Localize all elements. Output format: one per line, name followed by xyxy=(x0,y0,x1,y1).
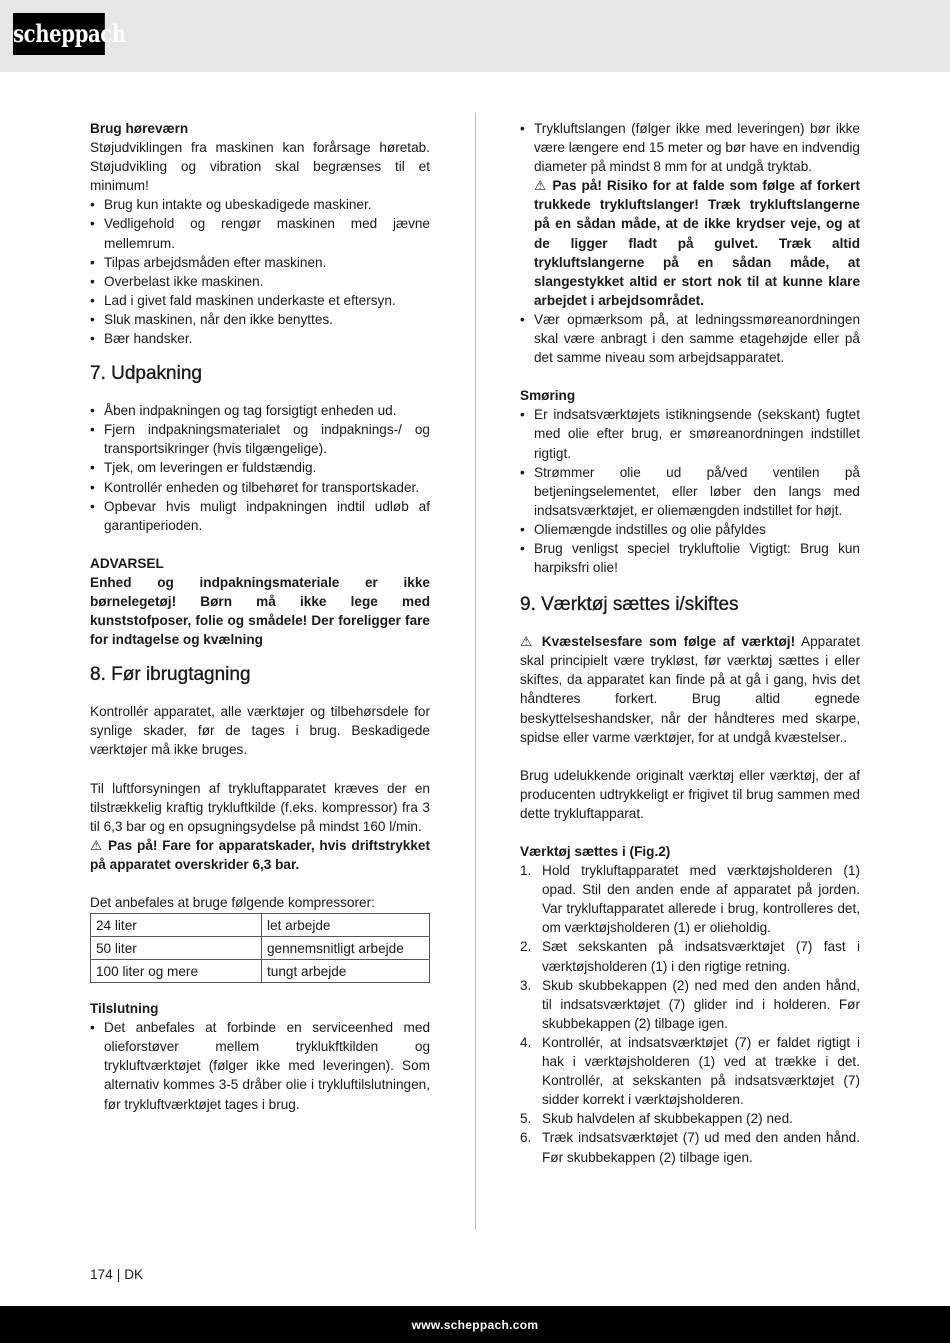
section-8-heading: 8. Før ibrugtagning xyxy=(90,664,251,686)
website-link[interactable]: www.scheppach.com xyxy=(411,1318,539,1332)
lubrication-list xyxy=(520,405,860,577)
section-9-heading: 9. Værktøj sættes i/skiftes xyxy=(520,594,739,616)
right-column xyxy=(520,119,860,1167)
step-number: 2. xyxy=(520,939,532,955)
list-item: • Bær handsker. xyxy=(90,329,430,348)
warning-text: Enhed og indpakningsmateriale er ikke børnelegetøj! Børn må ikke lege med kunststofposer, folie og smådele! Der foreligger fare for indtagelse og kvælning xyxy=(90,574,430,648)
lubrication-heading: Smøring xyxy=(520,388,576,404)
insert-tool-steps xyxy=(520,861,860,1167)
list-item: • Lad i givet fald maskinen underkaste et eftersyn. xyxy=(90,291,430,310)
table-row xyxy=(91,914,430,937)
list-item xyxy=(520,976,860,1033)
list-item: • Vær opmærksom på, at ledningssmøreanordningen skal være anbragt i den samme etagehøjde eller på det samme niveau som arbejdsapparatet. xyxy=(520,310,860,367)
list-item xyxy=(520,1033,860,1109)
list-item: • Sluk maskinen, når den ikke benyttes. xyxy=(90,310,430,329)
page-number-value: 174 xyxy=(90,1267,113,1282)
list-item: • Strømmer olie ud på/ved ventilen på betjeningselementet, eller løber den langs med indsatsværktøjet, er oliemængden indstillet for højt. xyxy=(520,463,860,520)
hose-warning: ⚠ Pas på! Risiko for at falde som følge af forkert trukkede trykluftslanger! Træk trykluftslangerne på en sådan måde, at de ikke krydser veje, og at de ligger fladt på gulvet. Træk altid trykluftslangerne på en sådan måde, at slangestykket altid er stort nok til at kunne klare arbejdet i arbejdsområdet. xyxy=(534,178,860,308)
unpacking-list xyxy=(90,401,430,535)
step-number: 4. xyxy=(520,1034,532,1050)
compressor-table xyxy=(90,913,430,983)
list-item: • Oliemængde indstilles og olie påfyldes xyxy=(520,520,860,539)
injury-warning-text: Apparatet skal principielt være trykløst, før værktøj sættes i eller skiftes, da apparatet kan finde på at gå i gang, hvis det håndteres forkert. Brug altid egnede beskyttelseshandsker, når der håndteres med skarpe, spidse eller varme værktøjer, for at undgå kvæstelser.. xyxy=(520,634,860,745)
left-column xyxy=(90,119,430,1114)
step-text: Sæt sekskanten på indsatsværktøjet (7) fast i værktøjsholderen (1) i den rigtige retning. xyxy=(542,939,860,974)
connection-list xyxy=(90,1018,430,1113)
table-cell: 50 liter xyxy=(91,937,262,960)
list-item: • Er indsatsværktøjets istikningsende (sekskant) fugtet med olie efter brug, er smøreanordningen indstillet rigtigt. xyxy=(520,405,860,462)
list-item xyxy=(520,119,860,310)
section-8-paragraph-1: Kontrollér apparatet, alle værktøjer og tilbehørsdele for synlige skader, før de tages i brug. Beskadigede værktøjer må ikke bruges. xyxy=(90,704,430,758)
list-item: • Overbelast ikke maskinen. xyxy=(90,272,430,291)
hose-text: Trykluftslangen (følger ikke med leveringen) bør ikke være længere end 15 meter og bør have en indvendig diameter på mindst 8 mm for at undgå tryktab. xyxy=(534,121,860,175)
list-item: • Vedligehold og rengør maskinen med jævne mellemrum. xyxy=(90,214,430,252)
list-item xyxy=(520,861,860,937)
header-band xyxy=(0,0,950,72)
section-9-paragraph-2: Brug udelukkende originalt værktøj eller værktøj, der af producenten udtrykkeligt er frigivet til brug sammen med dette trykluftapparat. xyxy=(520,767,860,821)
warning-heading: ADVARSEL xyxy=(90,555,164,571)
step-number: 3. xyxy=(520,977,532,993)
brand-logo: scheppach xyxy=(13,13,105,55)
section-8-paragraph-2: Til luftforsyningen af trykluftapparatet kræves der en tilstrækkelig kraftig trykluftkilde (f.eks. kompressor) fra 3 til 6,3 bar og en opsugningsydelse på mindst 160 l/min. xyxy=(90,780,430,834)
page-number xyxy=(90,1265,143,1284)
step-number: 1. xyxy=(520,863,532,879)
hose-list xyxy=(520,119,860,367)
list-item xyxy=(520,937,860,975)
table-cell: gennemsnitligt arbejde xyxy=(262,937,430,960)
table-cell: tungt arbejde xyxy=(262,960,430,983)
insert-tool-heading: Værktøj sættes i (Fig.2) xyxy=(520,844,671,859)
step-text: Træk indsatsværktøjet (7) ud med den anden hånd. Før skubbekappen (2) tilbage igen. xyxy=(542,1130,860,1165)
list-item: • Det anbefales at forbinde en serviceenhed med olieforstøver mellem tryklukftkilden og trykluftværktøjet (følger ikke med leveringen). Som alternativ kommes 3-5 dråber olie i trykluftilslutningen, før trykluftværktøjet tages i brug. xyxy=(90,1018,430,1113)
hearing-protection-text: Støjudviklingen fra maskinen kan forårsage høretab. Støjudvikling og vibration skal begrænses til et minimum! xyxy=(90,140,430,194)
hearing-protection-heading: Brug høreværn xyxy=(90,121,189,136)
pressure-warning: ⚠ Pas på! Fare for apparatskader, hvis driftstrykket på apparatet overskrider 6,3 bar. xyxy=(90,837,430,872)
compressor-intro: Det anbefales at bruge følgende kompressorer: xyxy=(90,895,375,910)
injury-warning xyxy=(520,632,860,747)
step-text: Hold trykluftapparatet med værktøjsholderen (1) opad. Stil den anden ende af apparatet på jorden. Var trykluftapparatet allerede i brug, kontrolleres det, om værktøjsholderen (1) er olieholdig. xyxy=(542,863,860,936)
table-cell: 100 liter og mere xyxy=(91,960,262,983)
column-divider xyxy=(475,113,476,1230)
step-number: 5. xyxy=(520,1111,532,1127)
page-separator: | xyxy=(116,1267,121,1282)
table-row xyxy=(91,937,430,960)
list-item: • Opbevar hvis muligt indpakningen indtil udløb af garantiperioden. xyxy=(90,497,430,535)
step-number: 6. xyxy=(520,1130,532,1146)
footer-band xyxy=(0,1306,950,1343)
table-cell: 24 liter xyxy=(91,914,262,937)
section-7-heading: 7. Udpakning xyxy=(90,363,202,385)
list-item: • Åben indpakningen og tag forsigtigt enheden ud. xyxy=(90,401,430,420)
list-item: • Brug venligst speciel trykluftolie Vigtigt: Brug kun harpiksfri olie! xyxy=(520,539,860,577)
step-text: Kontrollér, at indsatsværktøjet (7) er faldet rigtigt i hak i værktøjsholderen (1) ved at trække i det. Kontrollér, at sekskanten på indsatsværktøjet (7) sidder korrekt i værktøjsholderen. xyxy=(542,1034,860,1108)
list-item: • Tjek, om leveringen er fuldstændig. xyxy=(90,458,430,477)
hearing-protection-list xyxy=(90,195,430,348)
injury-warning-bold: ⚠ Kvæstelsesfare som følge af værktøj! xyxy=(520,634,796,650)
list-item: • Tilpas arbejdsmåden efter maskinen. xyxy=(90,253,430,272)
table-cell: let arbejde xyxy=(262,914,430,937)
language-code: DK xyxy=(124,1267,144,1282)
table-row xyxy=(91,960,430,983)
step-text: Skub skubbekappen (2) ned med den anden hånd, til indsatsværktøjet (7) glider ind i holderen. Før skubbekappen (2) tilbage igen. xyxy=(542,977,860,1031)
list-item xyxy=(520,1128,860,1166)
list-item: • Fjern indpakningsmaterialet og indpaknings-/ og transportsikringer (hvis tilgængelige). xyxy=(90,420,430,458)
list-item xyxy=(520,1109,860,1128)
step-text: Skub halvdelen af skubbekappen (2) ned. xyxy=(542,1111,793,1127)
list-item: • Brug kun intakte og ubeskadigede maskiner. xyxy=(90,195,430,214)
connection-heading: Tilslutning xyxy=(90,1001,159,1017)
list-item: • Kontrollér enheden og tilbehøret for transportskader. xyxy=(90,478,430,497)
